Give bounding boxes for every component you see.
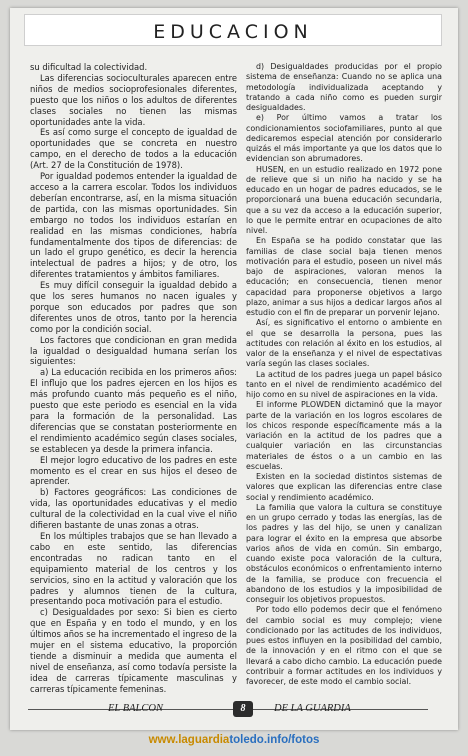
paragraph: Existen en la sociedad distintos sistemas de valores que explican las diferencias entre clase social y rendimiento académico. [246, 472, 442, 502]
paragraph: Por todo ello podemos decir que el fenómeno del cambio social es muy complejo; viene condicionado por las actitudes de los individuos, pues estos influyen en la posibilidad del cambio, de la innovación y en el ritmo con el que se llevará a cabo dicho cambio. La educación puede contribuir a formar actitudes en los individuos y favorecer, de este modo el cambio social. [246, 605, 442, 686]
paragraph: e) Por último vamos a tratar los condicionamientos sociofamiliares, punto al que dedicaremos especial atención por considerarlo quizás el más importante ya que los datos que lo evidencian son abrumadores. [246, 113, 442, 164]
paragraph: c) Desigualdades por sexo: Si bien es cierto que en España y en todo el mundo, y en los últimos años se ha incrementado el ingreso de la mujer en el sistema educativo, la proporción tiende a disminuir a medida que aumenta el nivel de enseñanza, así como todavía persiste la idea de carreras típicamente masculinas y carreras típicamente femeninas. [30, 607, 237, 694]
page-number: 8 [233, 701, 253, 717]
paragraph: b) Factores geográficos: Las condiciones de vida, las oportunidades educativas y el medio cultural de la colectividad en la cual vive el niño difieren bastante de unas zonas a otras. [30, 487, 237, 531]
section-header [24, 14, 442, 46]
paragraph: su dificultad la colectividad. [30, 62, 148, 72]
paragraph: Es muy difícil conseguir la igualdad debido a que los seres humanos no nacen iguales y porque son educados por padres que son diferentes unos de otros, tanto por la herencia como por la condición social. [30, 280, 237, 334]
paragraph: Es así como surge el concepto de igualdad de oportunidades que se concreta en nuestro campo, en el derecho de todos a la educación (Art. 27 de la Constitución de 1978). [30, 127, 237, 171]
watermark-part-1: www.laguardia [148, 734, 230, 746]
left-column [30, 62, 237, 695]
paragraph: Las diferencias socioculturales aparecen entre niños de medios socioprofesionales diferentes, puesto que los niños o los adultos de diferentes clases sociales no tienen las mismas oportunidades ante la vida. [30, 72, 237, 127]
publication-name-left: EL BALCON [108, 703, 163, 714]
watermark-part-2: toledo.info/fotos [229, 734, 320, 746]
paragraph: Así, es significativo el entorno o ambiente en el que se desarrolla la persona, pues las actitudes con relación al éxito en los estudios, al valor de la enseñanza y el nivel de espectativas varía según las clases sociales. [246, 318, 442, 369]
paragraph: HUSEN, en un estudio realizado en 1972 pone de relieve que si un niño ha nacido y se ha educado en un hogar de padres educados, se le proporcionará una buena educación secundaria, que a su vez da acceso a la educación superior, lo que le permite entrar en ocupaciones de alto nivel. [246, 164, 442, 235]
publication-name-right: DE LA GUARDIA [274, 703, 351, 714]
paragraph: d) Desigualdades producidas por el propio sistema de enseñanza: Cuando no se aplica una metodología individualizada aceptando y tratando a cada niño como es pueden surgir desigualdades. [246, 62, 442, 112]
paragraph: En los múltiples trabajos que se han llevado a cabo en este sentido, las diferencias encontradas no radican tanto en el equipamiento material de los centros y los servicios, sino en la actitud y valoración que los padres y alumnos tienen de la cultura, presentando poca motivación para el estudio. [30, 530, 237, 607]
right-column [246, 62, 442, 687]
section-title: EDUCACION [153, 21, 313, 43]
page-footer [28, 701, 428, 719]
paragraph: La actitud de los padres juega un papel básico tanto en el nivel de rendimiento académico del hijo como en su nivel de aspiraciones en la vida. [246, 369, 442, 399]
source-watermark [0, 734, 468, 746]
paragraph: El mejor logro educativo de los padres en este momento es el crear en sus hijos el deseo de aprender. [30, 454, 237, 487]
paragraph: En España se ha podido constatar que las familias de clase social baja tienen menos motivación para el estudio, poseen un nivel más bajo de aspiraciones, valoran menos la educación; en consecuencia, tienen menor capacidad para proponerse objetivos a largo plazo, animar a sus hijos a dedicar largos años al estudio con el fin de preparar un porvenir lejano. [246, 236, 442, 317]
paragraph: La familia que valora la cultura se constituye en un grupo cerrado y todas las energías, las de los padres y las del hijo, se unen y canalizan para lograr el éxito en la empresa que absorbe varios años de vida en común. Sin embargo, cuando existe poca valoración de la cultura, obstáculos económicos o enfrentamiento interno de la familia, se produce con frecuencia el abandono de los estudios y la imposibilidad de conseguir los objetivos propuestos. [246, 502, 442, 604]
paragraph: El informe PLOWDEN dictaminó que la mayor parte de la variación en los logros escolares de los chicos responde específicamente más a la variación en la actitud de los padres que a cualquier variación en las circunstancias materiales de éstos o a un cambio en las escuelas. [246, 400, 442, 471]
paragraph: Los factores que condicionan en gran medida la igualdad o desigualdad humana serían los siguientes: [30, 334, 237, 367]
paragraph: a) La educación recibida en los primeros años: El influjo que los padres ejercen en los hijos es más profundo cuanto más pequeño es el niño, puesto que este periodo es esencial en la vida para la formación de la personalidad. Las diferencias que se constatan posteriormente en el rendimiento académico según clases sociales, se establecen ya desde la primera infancia. [30, 367, 237, 454]
paragraph: Por igualdad podemos entender la igualdad de acceso a la carrera escolar. Todos los individuos deberían encontrarse, así, en la misma situación de partida, con las mismas oportunidades. Sin embargo no todos los individuos estarían en realidad en las mismas condiciones, habría fundamentalmente dos tipos de diferencias: de un lado el grupo genético, es decir la herencia intelectual de padres a hijos; y de otro, los diferentes tratamientos y ámbitos familiares. [30, 171, 237, 280]
